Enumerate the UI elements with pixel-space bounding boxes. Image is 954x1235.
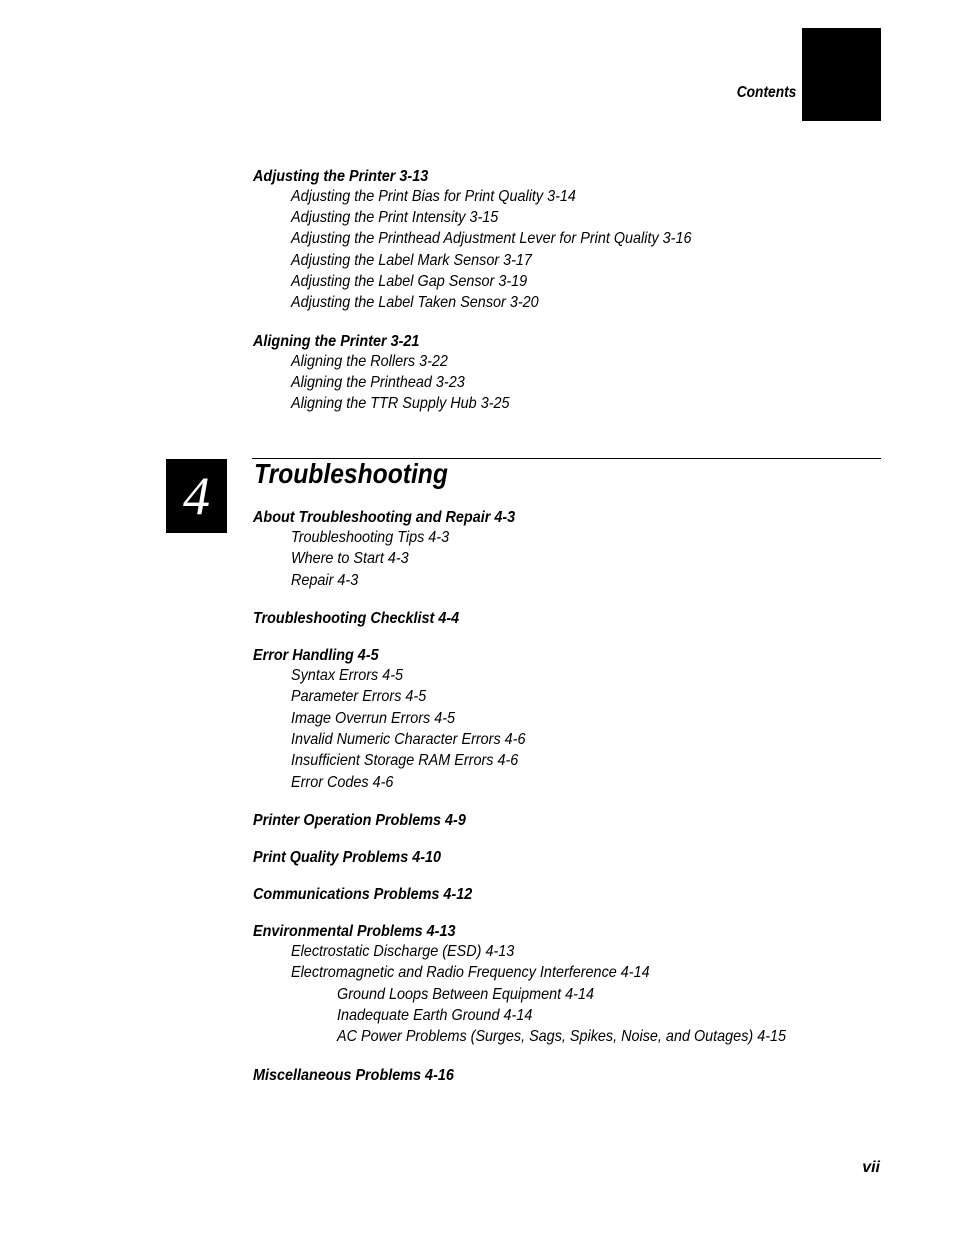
toc-section-entry[interactable]: Printer Operation Problems 4-9: [253, 812, 466, 829]
toc-subsection-entry[interactable]: Troubleshooting Tips 4-3: [291, 529, 450, 546]
section-tab-marker: [802, 28, 881, 121]
toc-section-entry[interactable]: Adjusting the Printer 3-13: [253, 168, 429, 185]
toc-subsubsection-entry[interactable]: Ground Loops Between Equipment 4-14: [337, 986, 594, 1003]
toc-subsubsection-entry[interactable]: AC Power Problems (Surges, Sags, Spikes, Noise, and Outages) 4-15: [337, 1028, 787, 1045]
toc-section-entry[interactable]: Environmental Problems 4-13: [253, 923, 456, 940]
toc-section-entry[interactable]: Troubleshooting Checklist 4-4: [253, 610, 460, 627]
toc-subsection-entry[interactable]: Adjusting the Label Mark Sensor 3-17: [291, 252, 532, 269]
toc-subsection-entry[interactable]: Where to Start 4-3: [291, 550, 409, 567]
toc-subsection-entry[interactable]: Insufficient Storage RAM Errors 4-6: [291, 752, 519, 769]
toc-subsubsection-entry[interactable]: Inadequate Earth Ground 4-14: [337, 1007, 533, 1024]
toc-subsection-entry[interactable]: Parameter Errors 4-5: [291, 688, 427, 705]
toc-subsection-entry[interactable]: Adjusting the Label Gap Sensor 3-19: [291, 273, 528, 290]
toc-subsection-entry[interactable]: Syntax Errors 4-5: [291, 667, 404, 684]
running-header: Contents: [736, 84, 796, 101]
toc-subsection-entry[interactable]: Repair 4-3: [291, 572, 359, 589]
page-number: vii: [862, 1159, 880, 1176]
toc-section-entry[interactable]: Communications Problems 4-12: [253, 886, 473, 903]
toc-subsection-entry[interactable]: Adjusting the Print Bias for Print Quality 3-14: [291, 188, 576, 205]
toc-subsection-entry[interactable]: Adjusting the Printhead Adjustment Lever for Print Quality 3-16: [291, 230, 692, 247]
toc-section-entry[interactable]: Miscellaneous Problems 4-16: [253, 1067, 454, 1084]
toc-subsection-entry[interactable]: Electrostatic Discharge (ESD) 4-13: [291, 943, 515, 960]
toc-subsection-entry[interactable]: Electromagnetic and Radio Frequency Interference 4-14: [291, 964, 650, 981]
toc-subsection-entry[interactable]: Aligning the Printhead 3-23: [291, 374, 465, 391]
toc-subsection-entry[interactable]: Adjusting the Print Intensity 3-15: [291, 209, 499, 226]
toc-subsection-entry[interactable]: Error Codes 4-6: [291, 774, 394, 791]
toc-subsection-entry[interactable]: Aligning the TTR Supply Hub 3-25: [291, 395, 510, 412]
toc-subsection-entry[interactable]: Adjusting the Label Taken Sensor 3-20: [291, 294, 539, 311]
toc-section-entry[interactable]: Print Quality Problems 4-10: [253, 849, 442, 866]
toc-section-entry[interactable]: About Troubleshooting and Repair 4-3: [253, 509, 516, 526]
toc-section-entry[interactable]: Error Handling 4-5: [253, 647, 379, 664]
toc-subsection-entry[interactable]: Aligning the Rollers 3-22: [291, 353, 448, 370]
chapter-number-box: 4: [166, 459, 227, 533]
toc-section-entry[interactable]: Aligning the Printer 3-21: [253, 333, 420, 350]
chapter-title[interactable]: Troubleshooting: [254, 458, 448, 489]
toc-subsection-entry[interactable]: Invalid Numeric Character Errors 4-6: [291, 731, 526, 748]
toc-subsection-entry[interactable]: Image Overrun Errors 4-5: [291, 710, 456, 727]
